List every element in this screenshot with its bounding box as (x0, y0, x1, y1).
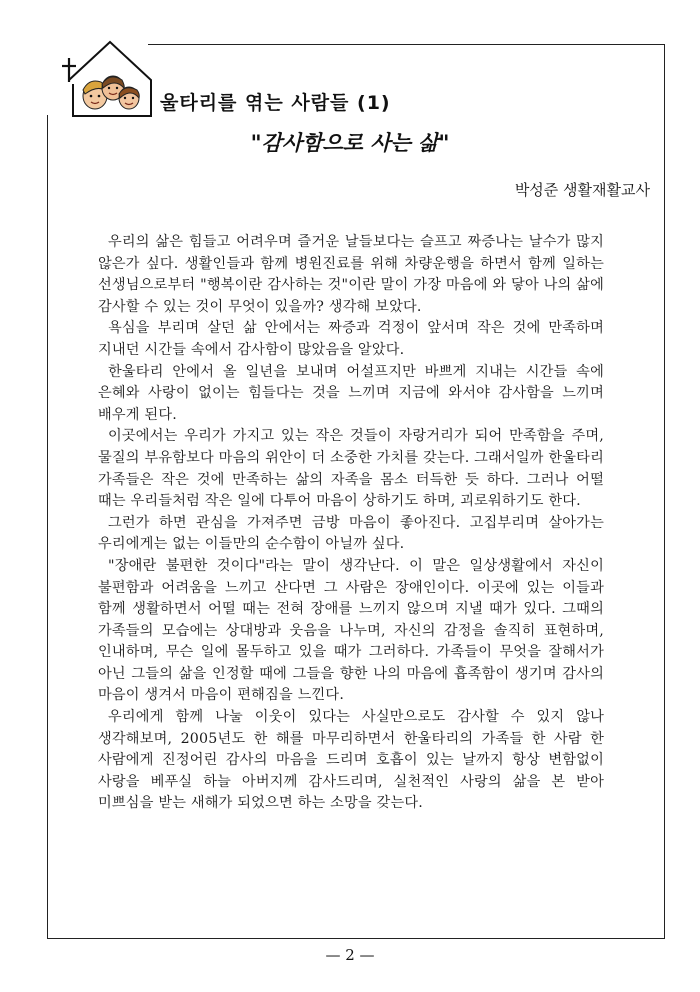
page-number: — 2 — (325, 946, 375, 964)
paragraph: 한울타리 안에서 올 일년을 보내며 어설프지만 바쁘게 지내는 시간들 속에 은혜와 사랑이 없이는 힘들다는 것을 느끼며 지금에 와서야 감사함을 느끼며 배우게 된다. (98, 363, 604, 423)
paragraph: "장애란 불편한 것이다"라는 말이 생각난다. 이 말은 일상생활에서 자신이 불편함과 어려움을 느끼고 산다면 그 사람은 장애인이다. 이곳에 있는 이들과 함께 생활하면서 어떨 때는 전혀 장애를 느끼지 않으며 지낼 때가 있다. 그때의 가족들의 모습에는 상대방과 웃음을 나누며, 자신의 감정을 솔직히 표현하며, 인내하며, 무슨 일에 몰두하고 있을 때가 그러하다. 가족들이 무엇을 잘해서가 아닌 그들의 삶을 인정할 때에 그들을 향한 나의 마음에 흡족함이 생기며 감사의 마음이 생겨서 마음이 편해짐을 느낀다. (98, 557, 604, 704)
paragraph: 그런가 하면 관심을 가져주면 금방 마음이 좋아진다. 고집부리며 살아가는 우리에게는 없는 이들만의 순수함이 아닐까 싶다. (98, 514, 604, 553)
frame-left-line (47, 115, 48, 939)
series-title: 울타리를 엮는 사람들 (1) (160, 92, 391, 114)
frame-right-line (664, 44, 665, 939)
paragraph: 우리의 삶은 힘들고 어려우며 즐거운 날들보다는 슬프고 짜증나는 날수가 많지 않은가 싶다. 생활인들과 함께 병원진료를 위해 차량운행을 하면서 함께 일하는 선생님으로부터 "행복이란 감사하는 것"이란 말이 가장 마음에 와 닿아 나의 삶에 감사할 수 있는 것이 무엇이 있을까? 생각해 보았다. (98, 234, 604, 315)
essay-body (98, 232, 604, 815)
frame-bottom-line (47, 938, 665, 939)
paragraph: 우리에게 함께 나눌 이웃이 있다는 사실만으로도 감사할 수 있지 않나 생각해보며, 2005년도 한 해를 마무리하면서 한울타리의 가족들 한 사람 한 사람에게 진정어린 감사의 마음을 드리며 호흡이 있는 날까지 항상 변함없이 사랑을 베푸실 하늘 아버지께 감사드리며, 실천적인 사랑의 삶을 본 받아 미쁘심을 받는 새해가 되었으면 하는 소망을 갖는다. (98, 709, 604, 812)
house-family-logo (55, 30, 165, 120)
paragraph: 욕심을 부리며 살던 삶 안에서는 짜증과 걱정이 앞서며 작은 것에 만족하며 지내던 시간들 속에서 감사함이 많았음을 알았다. (98, 320, 604, 358)
frame-top-line (148, 44, 665, 45)
paragraph: 이곳에서는 우리가 가지고 있는 작은 것들이 자랑거리가 되어 만족함을 주며, 물질의 부유함보다 마음의 위안이 더 소중한 가치를 갖는다. 그래서일까 한울타리 가족들은 작은 것에 만족하는 삶의 자족을 몸소 터득한 듯 하다. 그러나 어떨 때는 우리들처럼 작은 일에 다투어 마음이 상하기도 하며, 괴로워하기도 한다. (98, 428, 604, 510)
author-byline: 박성준 생활재활교사 (514, 181, 650, 199)
essay-title: "감사함으로 사는 삶" (250, 131, 450, 155)
